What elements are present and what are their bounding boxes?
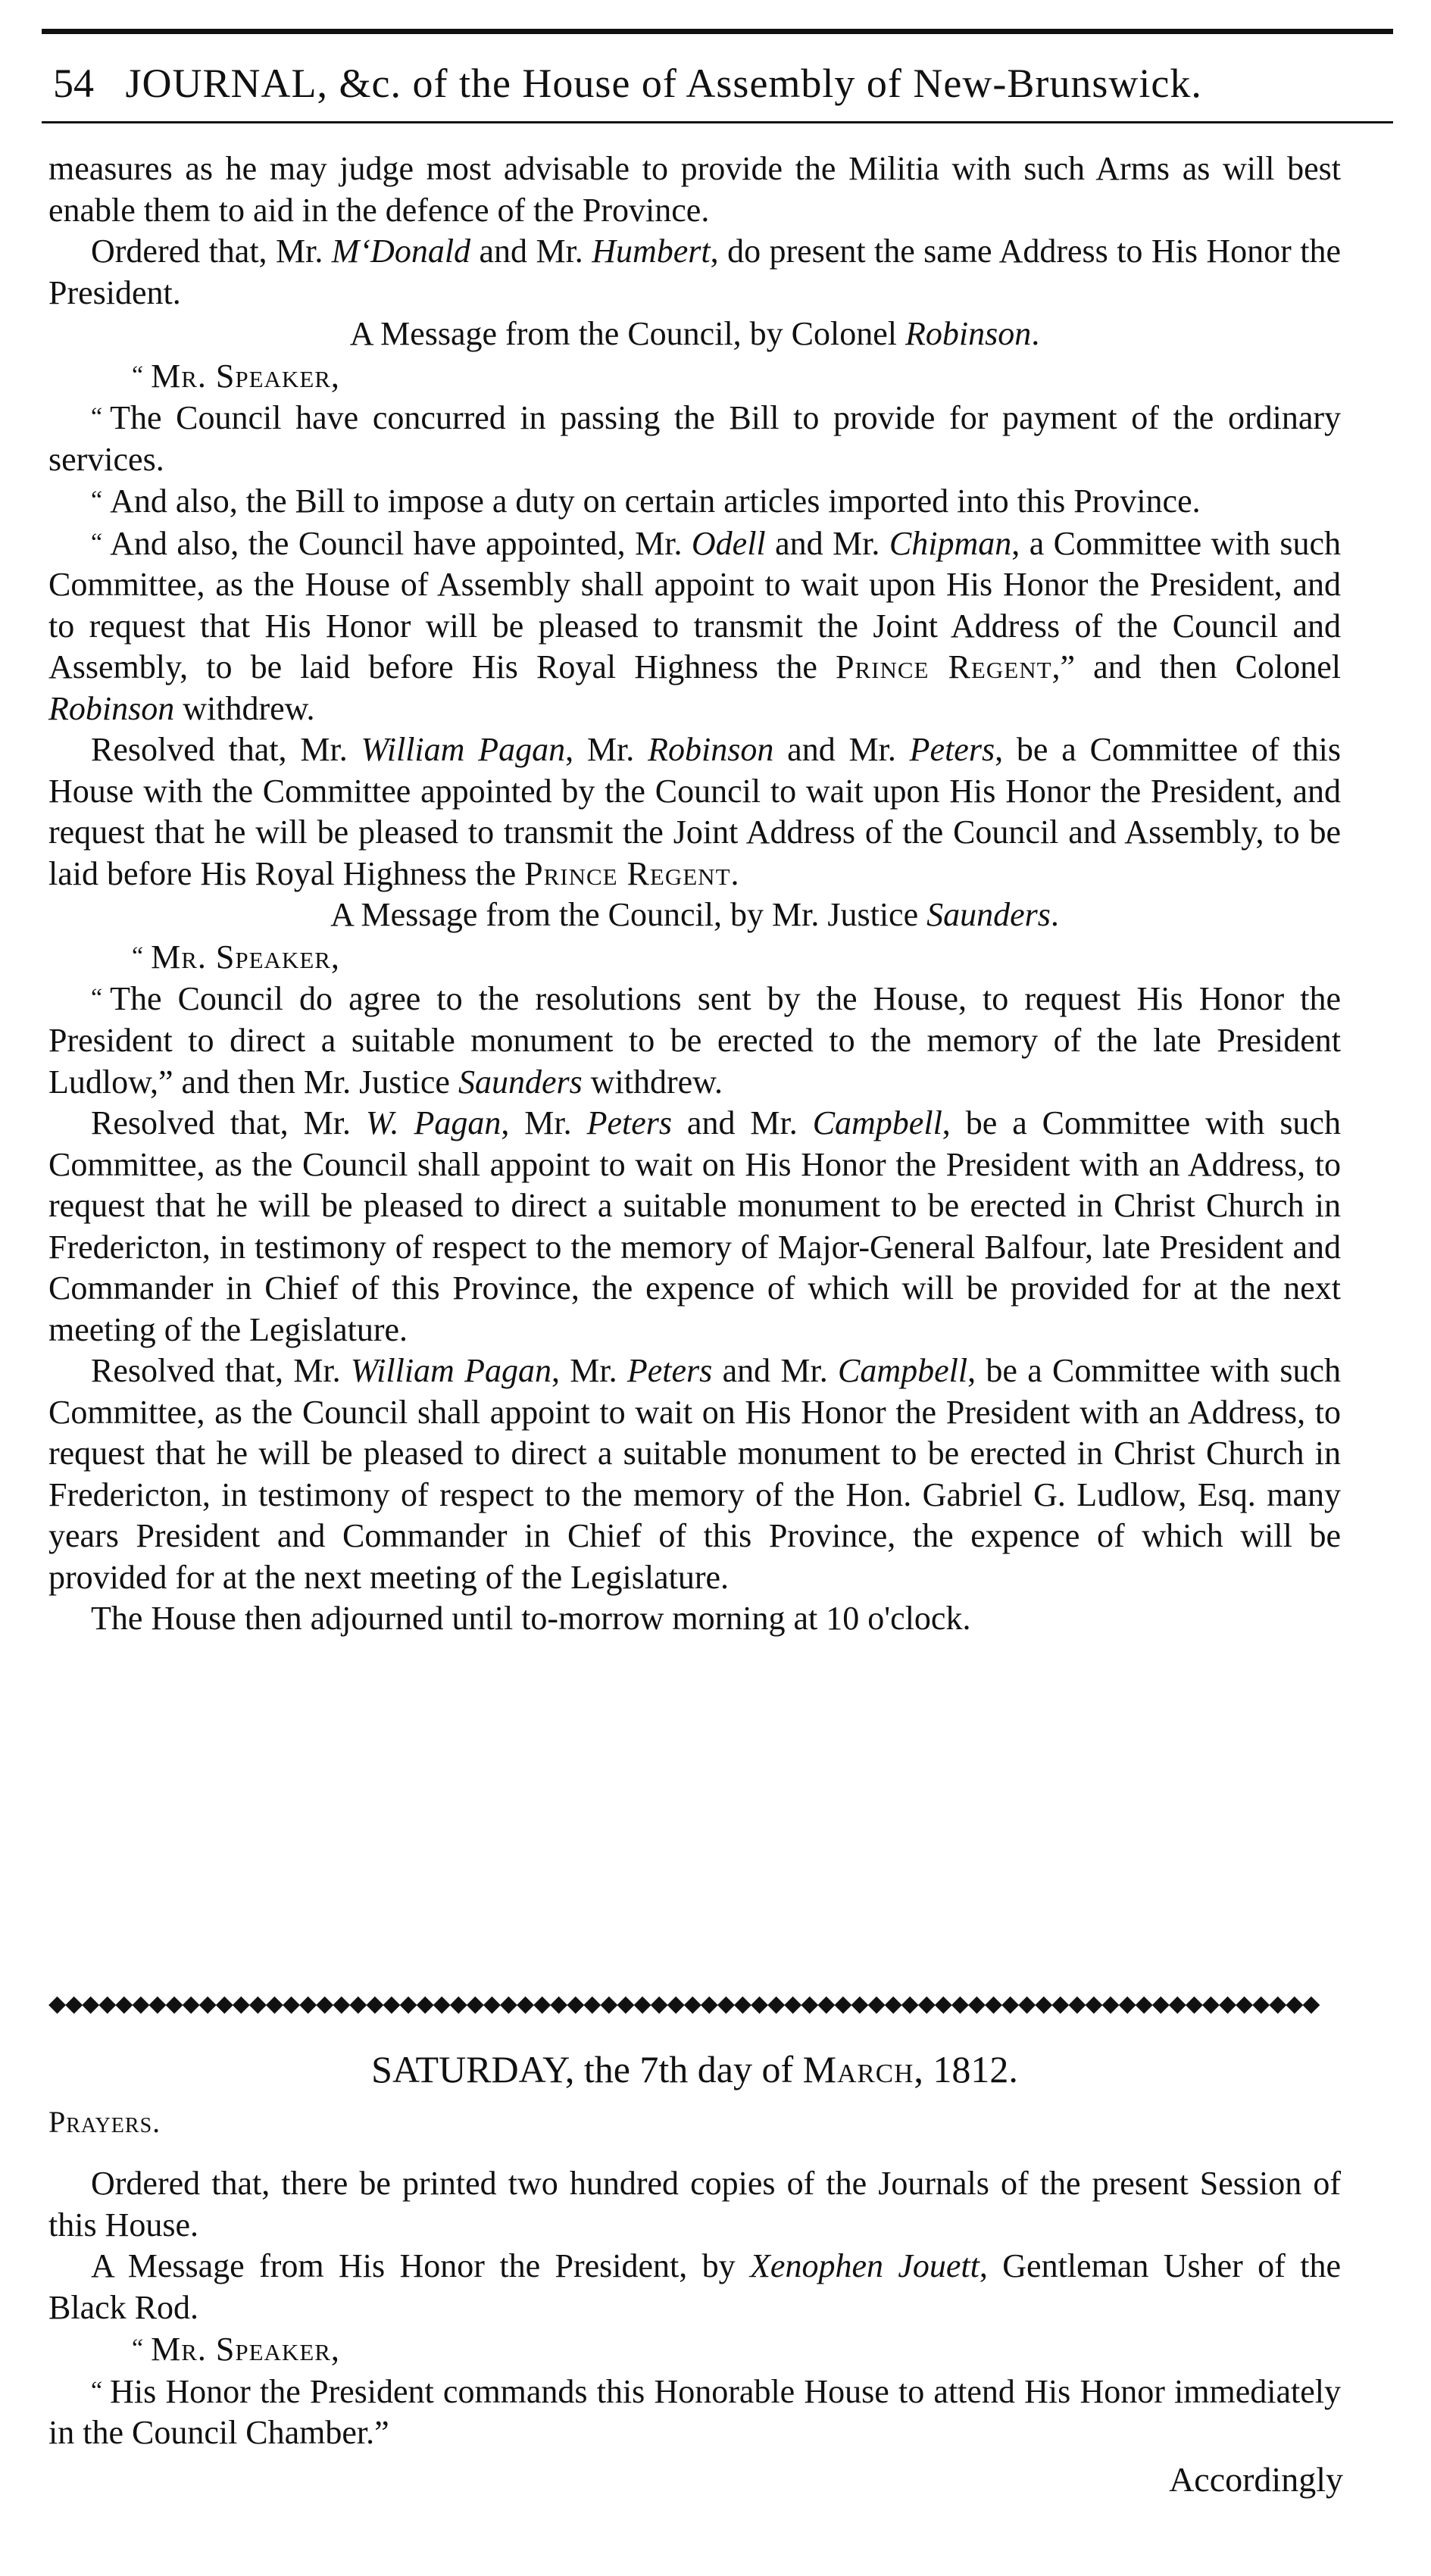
member-name: Chipman: [889, 524, 1012, 562]
quoted-paragraph: “ The Council do agree to the resolutions sent by the House, to request His Honor the President to direct a suitable monument to be erected to the memory of the late President Ludlow,” and then Mr. Justice Saunders withdrew.: [48, 980, 1341, 1101]
member-name: Xenophen Jouett: [750, 2247, 980, 2284]
member-name: Campbell: [838, 1352, 968, 1390]
member-name: Robinson: [905, 315, 1032, 352]
quoted-paragraph: “ And also, the Bill to impose a duty on certain articles imported into this Province.: [91, 482, 1201, 520]
member-name: M‘Donald: [331, 233, 471, 270]
speaker-salutation: “ Mr. Speaker,: [132, 357, 340, 395]
member-name: Campbell: [812, 1104, 942, 1142]
quoted-paragraph: “ His Honor the President commands this Honorable House to attend His Honor immediately in the Council Chamber.”: [48, 2372, 1341, 2452]
member-name: Peters: [909, 731, 995, 769]
header-rule: [42, 121, 1393, 123]
running-header: [53, 53, 1401, 114]
running-title: JOURNAL, &c. of the House of Assembly of New-Brunswick.: [125, 61, 1202, 106]
resolution-paragraph: Resolved that, Mr. W. Pagan, Mr. Peters and Mr. Campbell, be a Committee with such Committee, as the Council shall appoint to wait on His Honor the President with an Address, to request that he will be pleased to direct a suitable monument to be erected in Christ Church in Fredericton, in testimony of respect to the memory of Major-General Balfour, late President and Commander in Chief of this Province, the expence of which will be provided for at the next meeting of the Legislature.: [48, 1104, 1341, 1348]
top-rule: [42, 29, 1393, 34]
date-heading: SATURDAY, the 7th day of March, 1812.: [371, 2048, 1018, 2090]
journal-body-saturday: [48, 2163, 1341, 2454]
member-name: Robinson: [648, 731, 774, 769]
member-name: William Pagan: [350, 1352, 551, 1390]
paragraph-ordered-address: Ordered that, Mr. M‘Donald and Mr. Humbert, do present the same Address to His Honor the President.: [48, 233, 1341, 311]
member-name: Robinson: [48, 689, 175, 727]
member-name: Saunders: [926, 896, 1051, 934]
member-name: Humbert: [592, 233, 711, 270]
ornamental-divider: ◆◆◆◆◆◆◆◆◆◆◆◆◆◆◆◆◆◆◆◆◆◆◆◆◆◆◆◆◆◆◆◆◆◆◆◆◆◆◆◆◆◆◆◆◆◆◆◆◆◆◆◆◆◆◆◆◆◆◆◆◆◆◆◆◆◆◆◆◆◆◆◆◆◆◆◆: [48, 1991, 1320, 2016]
prince-regent: Prince Regent: [836, 648, 1052, 686]
member-name: William Pagan: [361, 731, 566, 769]
prayers-heading: Prayers.: [48, 2105, 161, 2139]
member-name: Peters: [586, 1104, 672, 1142]
member-name: Saunders: [458, 1063, 583, 1101]
adjournment-line: The House then adjourned until to-morrow morning at 10 o'clock.: [91, 1600, 971, 1638]
resolution-paragraph: Resolved that, Mr. William Pagan, Mr. Robinson and Mr. Peters, be a Committee of this House with the Committee appointed by the Council to wait upon His Honor the President, and request that he will be pleased to transmit the Joint Address of the Council and Assembly, to be laid before His Royal Highness the Prince Regent.: [48, 731, 1341, 892]
speaker-salutation: “ Mr. Speaker,: [132, 2331, 340, 2368]
message-paragraph: A Message from His Honor the President, by Xenophen Jouett, Gentleman Usher of the Black Rod.: [48, 2247, 1341, 2326]
message-heading: A Message from the Council, by Mr. Justice Saunders.: [330, 896, 1059, 934]
message-heading: A Message from the Council, by Colonel Robinson.: [349, 315, 1040, 352]
member-name: Odell: [691, 524, 766, 562]
journal-body: [48, 148, 1341, 1640]
quoted-paragraph: “ The Council have concurred in passing the Bill to provide for payment of the ordinary services.: [48, 399, 1341, 478]
paragraph-ordered-printing: Ordered that, there be printed two hundred copies of the Journals of the present Session of this House.: [48, 2165, 1341, 2243]
quoted-paragraph: “ And also, the Council have appointed, Mr. Odell and Mr. Chipman, a Committee with such Committee, as the House of Assembly shall appoint to wait upon His Honor the President, and to request that His Honor will be pleased to transmit the Joint Address of the Council and Assembly, to be laid before His Royal Highness the Prince Regent,” and then Colonel Robinson withdrew.: [48, 524, 1341, 727]
prince-regent: Prince Regent: [524, 854, 731, 892]
speaker-salutation: “ Mr. Speaker,: [132, 938, 340, 976]
member-name: Peters: [626, 1352, 713, 1390]
catchword: Accordingly: [1169, 2460, 1343, 2499]
paragraph-militia: measures as he may judge most advisable to provide the Militia with such Arms as will best enable them to aid in the defence of the Province.: [48, 150, 1341, 229]
member-name: W. Pagan: [365, 1104, 501, 1142]
resolution-paragraph: Resolved that, Mr. William Pagan, Mr. Peters and Mr. Campbell, be a Committee with such Committee, as the Council shall appoint to wait on His Honor the President with an Address, to request that he will be pleased to direct a suitable monument to be erected in Christ Church in Fredericton, in testimony of respect to the memory of the Hon. Gabriel G. Ludlow, Esq. many years President and Commander in Chief of this Province, the expence of which will be provided for at the next meeting of the Legislature.: [48, 1352, 1341, 1596]
page-number: 54: [53, 61, 94, 106]
